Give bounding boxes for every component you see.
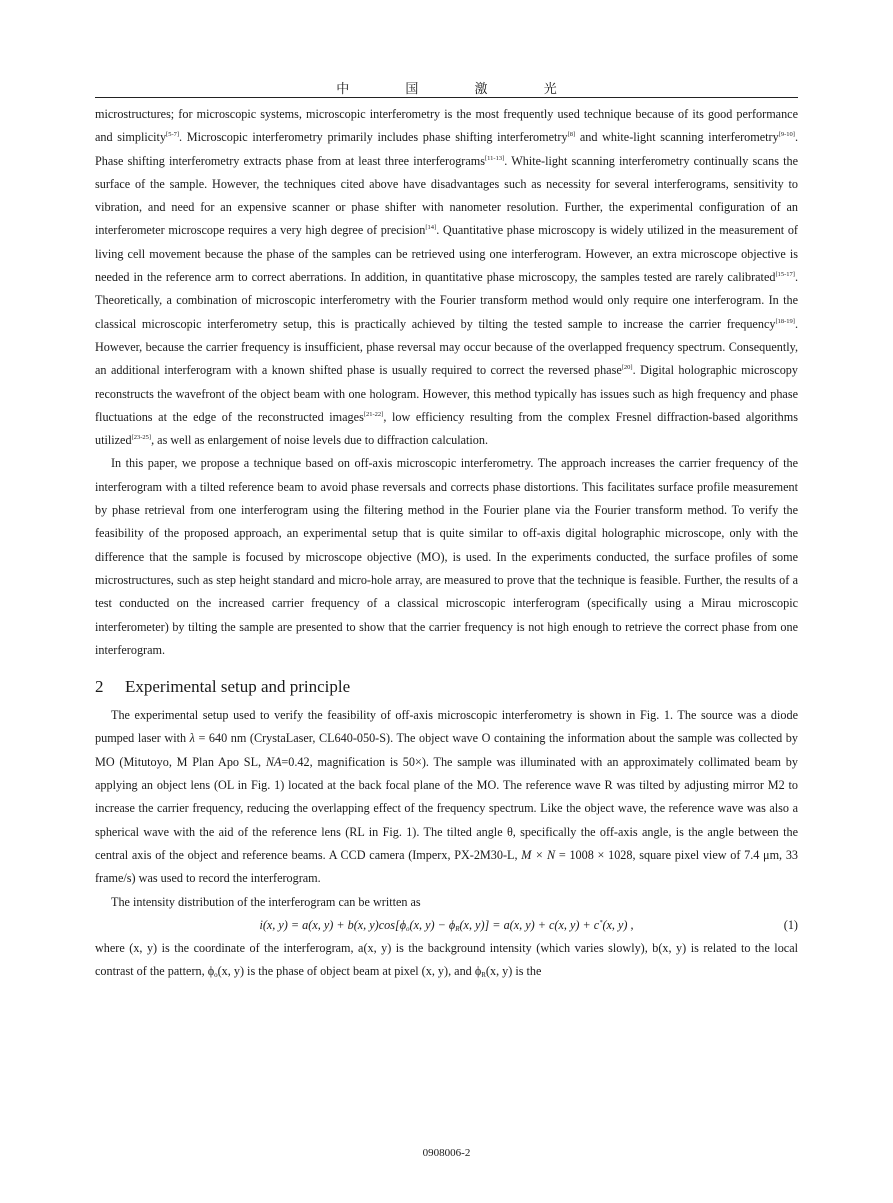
- eq-part: (x, y)] = a(x, y) + c(x, y) + c: [459, 917, 600, 932]
- text-run: . Theoretically, a combination of microscopic interferometry with the Fourier transform method would only require one interferogram. In the classical microscopic interferometry setup, this is practically achieved by tilting the tested sample to increase the carrier frequency: [95, 270, 798, 331]
- citation: [23-25]: [131, 434, 152, 442]
- text-run: , low efficiency resulting from the complex Fresnel diffraction-based algorithms utilized: [95, 409, 798, 448]
- eq-part: (x, y) ,: [602, 917, 634, 932]
- text-run: (x, y) is the: [485, 964, 542, 979]
- citation: [5-7]: [166, 131, 180, 139]
- citation: [9-10]: [778, 131, 795, 139]
- eq-part: (x, y) − ϕ: [409, 917, 456, 932]
- subscript: R: [481, 971, 486, 980]
- paragraph-5: [95, 937, 798, 984]
- text-run: . Phase shifting interferometry extracts phase from at least three interferograms: [95, 130, 798, 168]
- paragraph-2: In this paper, we propose a technique based on off-axis microscopic interferometry. The approach increases the carrier frequency of the interferogram with a tilted reference beam to avoid phase reversals and corrects phase distortions. This facilitates surface profile measurement by phase retrieval from one interferogram using the filtering method in the Fourier plane via the Fourier transform method. To verify the feasibility of the proposed approach, an experimental setup that is quite similar to off-axis digital holographic microscope, only with the difference that the sample is focused by microscope objective (MO), is used. In the experiments conducted, the surface profiles of some microstructures, such as step height standard and micro-hole array, are measured to prove that the technique is feasible. Further, the results of a test conducted on the increased carrier frequency of a classical microscopic interferogram (specifically using a Mirau microscopic interferometer) by tilting the sample are presented to show that the carrier frequency is not high enough to retrieve the correct phase from one interferogram.: [95, 456, 798, 657]
- header-rule: [95, 97, 798, 98]
- text-run: and white-light scanning interferometry: [575, 130, 779, 145]
- paragraph-1: [95, 103, 798, 452]
- section-title: Experimental setup and principle: [125, 677, 351, 697]
- section-number: 2: [95, 677, 104, 697]
- paragraph-4: The intensity distribution of the interferogram can be written as: [111, 894, 421, 909]
- subscript: o: [214, 971, 218, 980]
- eq-subscript: R: [455, 924, 460, 933]
- citation: [11-13]: [484, 154, 505, 162]
- eq-superscript: *: [599, 918, 603, 926]
- symbol-na: NA: [265, 754, 282, 769]
- citation: [20]: [621, 364, 633, 372]
- equation-1: [95, 914, 798, 937]
- equation-number: (1): [783, 917, 798, 932]
- eq-subscript: o: [406, 924, 410, 933]
- citation: [8]: [567, 131, 576, 139]
- citation: [21-22]: [363, 410, 384, 418]
- text-run: = 640 nm (CrystaLaser, CL640-050-S). The object wave O containing the information about the sample was collected by MO (Mitutoyo, M Plan Apo SL,: [95, 731, 798, 769]
- journal-header: 中 国 激 光: [336, 82, 583, 97]
- text-run: . Digital holographic microscopy reconstructs the wavefront of the object beam with one hologram. However, this method typically has issues such as high frequency and phase fluctuations at the edge of the reconstructed images: [95, 363, 798, 424]
- article-body: [95, 103, 798, 984]
- text-run: =0.42, magnification is 50×). The sample was illuminated with an approximately collimated beam by applying an object lens (OL in Fig. 1) located at the back focal plane of the MO. The reference wave R was tilted by adjusting mirror M2 to increase the carrier frequency, reducing the overlapping effect of the frequency spectrum. Like the object wave, the reference wave was also a spherical wave with the aid of the reference lens (RL in Fig. 1). The tilted angle θ, specifically the off-axis angle, is the angle between the central axis of the object and reference beams. A CCD camera (Imperx, PX-2M30-L,: [95, 754, 798, 862]
- text-run: , as well as enlargement of noise levels due to diffraction calculation.: [151, 433, 489, 448]
- paragraph-3: [95, 704, 798, 890]
- text-run: (x, y) is the phase of object beam at pixel (x, y), and ϕ: [217, 964, 482, 979]
- symbol-lambda: λ: [189, 731, 195, 746]
- text-run: . White-light scanning interferometry continually scans the surface of the sample. However, the techniques cited above have disadvantages such as necessity for several interferograms, sensitivity to vibration, and need for an expensive scanner or phase shifter with nanometer resolution. Further, the experimental configuration of an interferometer microscope requires a very high degree of precision: [95, 153, 798, 238]
- citation: [15-17]: [775, 271, 795, 279]
- citation: [18-19]: [775, 317, 795, 325]
- text-run: where (x, y) is the coordinate of the interferogram, a(x, y) is the background intensity (which varies slowly), b(x, y) is related to the local contrast of the pattern, ϕ: [95, 941, 798, 979]
- eq-part: i(x, y) = a(x, y) + b(x, y)cos[ϕ: [259, 917, 407, 932]
- text-run: . Microscopic interferometry primarily includes phase shifting interferometry: [179, 130, 568, 145]
- section-heading: [95, 674, 798, 700]
- symbol-mn: M × N: [521, 847, 556, 862]
- text-run: . Quantitative phase microscopy is widely utilized in the measurement of living cell movement because the phase of the samples can be retrieved using one interferogram. However, an extra microscope objective is needed in the reference arm to correct aberrations. In addition, in quantitative phase microscopy, the samples tested are rarely calibrated: [95, 223, 798, 285]
- text-run: microstructures; for microscopic systems, microscopic interferometry is the most frequently used technique because of its good performance and simplicity: [95, 107, 798, 145]
- text-run: . However, because the carrier frequency is insufficient, phase reversal may occur because of the overlapped frequency spectrum. Consequently, an additional interferogram with a known shifted phase is usually required to correct the reversed phase: [95, 316, 798, 378]
- text-run: The experimental setup used to verify the feasibility of off-axis microscopic interferometry is shown in Fig. 1. The source was a diode pumped laser with: [95, 708, 798, 746]
- text-run: = 1008 × 1028, square pixel view of 7.4 μm, 33 frame/s) was used to record the interferogram.: [95, 847, 799, 886]
- citation: [14]: [425, 224, 437, 232]
- page-number: 0908006-2: [422, 1147, 471, 1159]
